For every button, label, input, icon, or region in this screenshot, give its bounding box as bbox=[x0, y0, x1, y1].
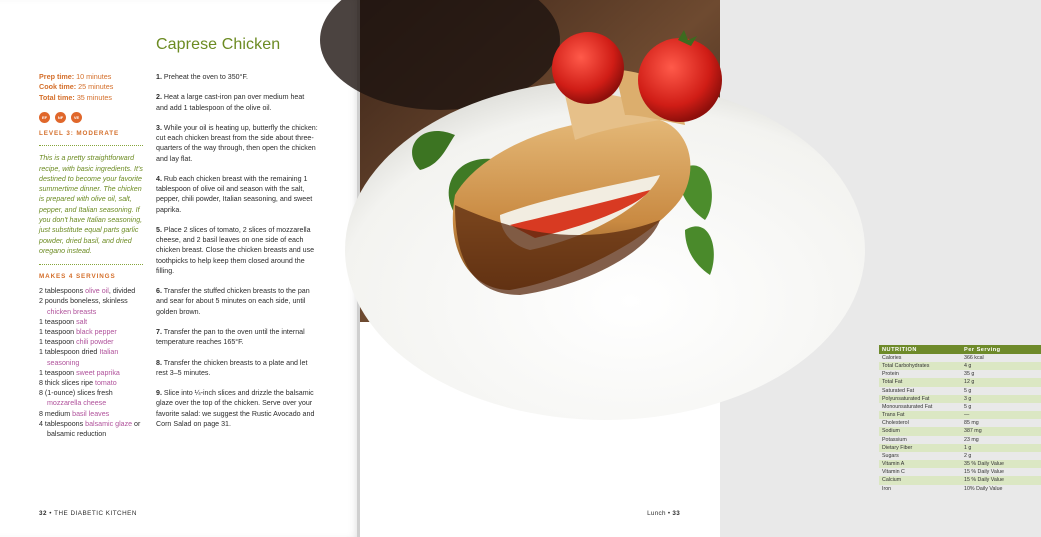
nutrient-value: 5 g bbox=[964, 387, 972, 394]
step-number: 7. bbox=[156, 327, 162, 336]
nutrition-row bbox=[879, 419, 1041, 427]
step-text: Rub each chicken breast with the remaining 1 tablespoon of olive oil and season with the salt, pepper, chili powder, Italian seasoning, and sweet paprika. bbox=[156, 174, 313, 214]
left-page-footer: 32 • THE DIABETIC KITCHEN bbox=[39, 510, 137, 517]
instruction-step bbox=[156, 327, 318, 347]
right-page-footer: Lunch • 33 bbox=[647, 510, 680, 517]
ingredient-item: 8 medium basil leaves bbox=[39, 409, 110, 418]
vegetarian-badge-icon: VE bbox=[71, 112, 82, 123]
nutrition-row bbox=[879, 403, 1041, 411]
step-number: 9. bbox=[156, 389, 162, 398]
recipe-sidebar bbox=[39, 72, 143, 439]
nutrition-row bbox=[879, 411, 1041, 419]
book-title: THE DIABETIC KITCHEN bbox=[54, 510, 137, 517]
nutrient-name: Monounsaturated Fat bbox=[882, 403, 933, 410]
nutrient-name: Potassium bbox=[882, 436, 907, 443]
ingredient-name: salt bbox=[76, 317, 88, 326]
step-text: While your oil is heating up, butterfly the chicken: cut each chicken breast from the side about three-quarters of the way through, then open the chicken and lay flat. bbox=[156, 123, 318, 163]
nutrient-name: Sugars bbox=[882, 452, 899, 459]
ingredient-item: 2 tablespoons olive oil, divided bbox=[39, 287, 136, 296]
step-text: Transfer the pan to the oven until the internal temperature reaches 165°F. bbox=[156, 327, 305, 347]
ingredient-item: 1 teaspoon sweet paprika bbox=[39, 368, 120, 377]
nutrient-value: 2 g bbox=[964, 452, 972, 459]
nutrition-header: NUTRITION bbox=[879, 345, 961, 354]
step-number: 6. bbox=[156, 287, 162, 296]
total-time: Total time: 35 minutes bbox=[39, 92, 112, 102]
ingredient-item: 1 tablespoon dried Italian seasoning bbox=[39, 348, 119, 367]
ingredient-item: 8 thick slices ripe tomato bbox=[39, 379, 117, 388]
nutrient-value: 23 mg bbox=[964, 436, 979, 443]
difficulty-level: LEVEL 3: MODERATE bbox=[39, 130, 120, 138]
ingredient-name: chili powder bbox=[76, 338, 114, 347]
nutrient-name: Sodium bbox=[879, 427, 961, 435]
nutrient-value: — bbox=[961, 411, 1041, 419]
dotted-divider bbox=[39, 264, 143, 265]
instruction-step bbox=[156, 225, 318, 276]
page-number: 33 bbox=[672, 510, 680, 517]
nutrition-row bbox=[879, 485, 1041, 493]
ingredient-name: olive oil bbox=[85, 287, 109, 296]
dotted-divider bbox=[39, 145, 143, 146]
per-serving-header: Per Serving bbox=[961, 345, 1041, 354]
nutrition-row bbox=[879, 444, 1041, 452]
nutrition-row bbox=[879, 362, 1041, 370]
nutrition-row bbox=[879, 370, 1041, 378]
nutrient-value: 3 g bbox=[961, 395, 1041, 403]
nutrition-row bbox=[879, 378, 1041, 386]
nutrient-name: Calories bbox=[882, 355, 902, 361]
nutrient-value: 366 kcal bbox=[964, 355, 984, 361]
nutrient-name: Dietary Fiber bbox=[879, 444, 961, 452]
diet-badges bbox=[39, 112, 143, 123]
ingredient-name: tomato bbox=[94, 379, 117, 388]
nutrition-row bbox=[879, 476, 1041, 484]
left-page bbox=[0, 0, 358, 537]
instruction-step bbox=[156, 92, 318, 112]
step-number: 8. bbox=[156, 358, 162, 367]
step-text: Preheat the oven to 350°F. bbox=[163, 73, 248, 81]
nutrient-value: 5 g bbox=[964, 403, 972, 410]
nutrient-name: Vitamin C bbox=[882, 469, 905, 476]
section-name: Lunch bbox=[647, 510, 666, 517]
ingredient-name: balsamic glaze bbox=[85, 419, 133, 428]
nutrient-value: 12 g bbox=[961, 378, 1041, 386]
step-number: 2. bbox=[156, 93, 162, 102]
step-number: 3. bbox=[156, 123, 162, 132]
nutrition-row bbox=[879, 387, 1041, 395]
nutrient-value: 85 mg bbox=[964, 420, 979, 427]
nutrient-value: 15 % Daily Value bbox=[964, 469, 1004, 476]
prep-time: Prep time: 10 minutes bbox=[39, 72, 112, 81]
ingredient-name: chicken breasts bbox=[47, 307, 97, 316]
instruction-step bbox=[156, 123, 318, 164]
step-number: 5. bbox=[156, 225, 162, 234]
nutrition-header-row bbox=[879, 345, 1041, 354]
step-number: 4. bbox=[156, 174, 162, 183]
step-text: Transfer the stuffed chicken breasts to the pan and sear for about 5 minutes on each side, until golden brown. bbox=[156, 287, 310, 316]
stuffed-chicken-photo bbox=[360, 0, 720, 322]
nutrition-row bbox=[879, 395, 1041, 403]
nutrient-name: Iron bbox=[882, 485, 892, 492]
step-text: Heat a large cast-iron pan over medium heat and add 1 tablespoon of the olive oil. bbox=[156, 93, 305, 112]
ingredient-name: black pepper bbox=[76, 328, 117, 336]
nutrient-name: Saturated Fat bbox=[882, 387, 915, 394]
step-number: 1. bbox=[156, 73, 162, 81]
nutrient-name: Cholesterol bbox=[882, 420, 909, 427]
nutrition-row bbox=[879, 427, 1041, 435]
nutrition-body bbox=[879, 354, 1041, 493]
nutrient-value: 35 g bbox=[964, 371, 975, 378]
nutrition-table bbox=[879, 345, 1041, 493]
servings-label: MAKES 4 SERVINGS bbox=[39, 273, 116, 281]
nutrient-name: Polyunsaturated Fat bbox=[879, 395, 961, 403]
recipe-intro: This is a pretty straightforward recipe, with basic ingredients. It's destined to become your favorite summertime dinner. The chicken is prepared with olive oil, salt, pepper, and Italian seasoning. If you don't have Italian seasoning, just substitute equal parts garlic powder, dried basil, and dried oregano instead. bbox=[39, 154, 143, 255]
nutrition-row bbox=[879, 436, 1041, 444]
ingredient-item: 1 teaspoon salt bbox=[39, 317, 88, 326]
right-page bbox=[360, 0, 1004, 537]
nutrient-name: Total Carbohydrates bbox=[879, 362, 961, 370]
ingredient-item: 1 teaspoon chili powder bbox=[39, 338, 114, 347]
step-text: Slice into ¼-inch slices and drizzle the balsamic glaze over the top of the chicken. Serve over your favorite salad: we suggest the Rustic Avocado and Corn Salad on page 31. bbox=[156, 389, 315, 428]
nutrient-name: Vitamin A bbox=[879, 460, 961, 468]
instruction-step bbox=[156, 286, 318, 317]
step-text: Place 2 slices of tomato, 2 slices of mozzarella cheese, and 2 basil leaves on one side of each chicken breast. Close the chicken breasts and use toothpicks to help keep them closed around the filling. bbox=[156, 225, 315, 275]
nutrient-name: Total Fat bbox=[879, 378, 961, 386]
instruction-step bbox=[156, 72, 318, 82]
nutrient-value: 15 % Daily Value bbox=[961, 476, 1041, 484]
ingredient-item: 4 tablespoons balsamic glaze or balsamic reduction bbox=[39, 419, 141, 439]
nutrient-value: 4 g bbox=[961, 362, 1041, 370]
recipe-title: Caprese Chicken bbox=[156, 36, 281, 53]
nutrient-name: Trans Fat bbox=[879, 411, 961, 419]
ingredient-name: basil leaves bbox=[72, 409, 110, 418]
nutrition-row bbox=[879, 468, 1041, 476]
nutrient-value: 1 g bbox=[961, 444, 1041, 452]
instruction-steps bbox=[156, 72, 318, 439]
step-text: Transfer the chicken breasts to a plate and let rest 3–5 minutes. bbox=[156, 358, 308, 377]
ingredient-name: sweet paprika bbox=[76, 368, 120, 377]
instruction-step bbox=[156, 174, 318, 215]
nutrition-row bbox=[879, 354, 1041, 362]
cook-time: Cook time: 25 minutes bbox=[39, 82, 114, 92]
instruction-step bbox=[156, 388, 318, 429]
egg-free-badge-icon: EF bbox=[39, 112, 50, 123]
ingredient-list bbox=[39, 286, 143, 439]
ingredient-item: 1 teaspoon black pepper bbox=[39, 328, 117, 336]
nutrient-name: Protein bbox=[882, 371, 899, 378]
ingredient-item: 8 (1-ounce) slices fresh mozzarella cheese bbox=[39, 389, 113, 408]
nutrient-value: 387 mg bbox=[961, 427, 1041, 435]
ingredient-item: 2 pounds boneless, skinless chicken breasts bbox=[39, 297, 128, 316]
time-info bbox=[39, 72, 143, 103]
nutrient-name: Calcium bbox=[879, 476, 961, 484]
page-number: 32 bbox=[39, 510, 48, 517]
nutrient-value: 35 % Daily Value bbox=[961, 460, 1041, 468]
nut-free-badge-icon: NF bbox=[55, 112, 66, 123]
ingredient-name: Italian seasoning bbox=[47, 348, 119, 367]
ingredient-name: mozzarella cheese bbox=[47, 399, 107, 408]
instruction-step bbox=[156, 358, 318, 378]
nutrition-row bbox=[879, 460, 1041, 468]
nutrient-value: 10% Daily Value bbox=[964, 485, 1003, 492]
nutrition-row bbox=[879, 452, 1041, 460]
